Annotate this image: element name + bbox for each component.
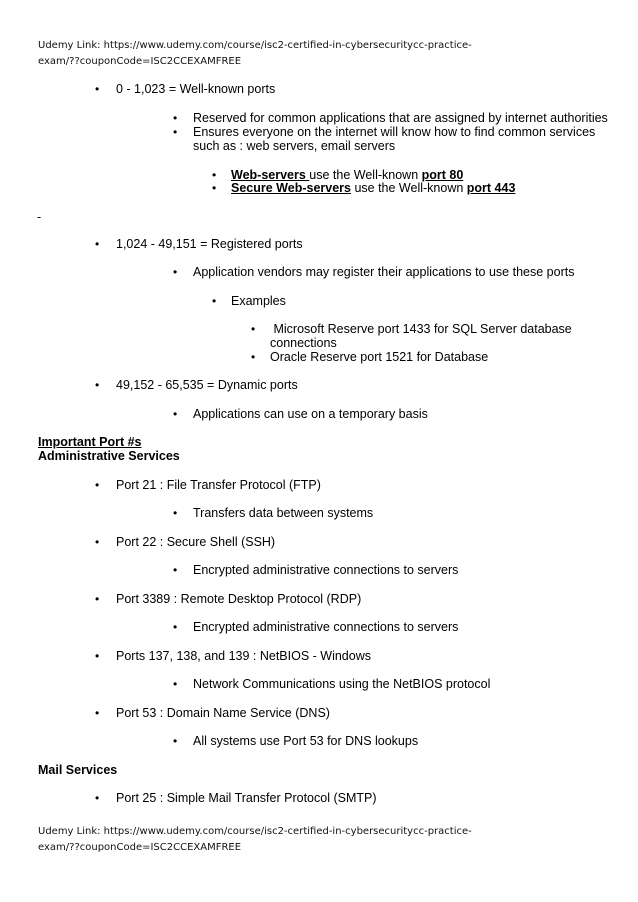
bullet: • <box>173 111 178 125</box>
header-link-line-1: Udemy Link: https://www.udemy.com/course/isc2-certified-in-cybersecuritycc-practice- <box>38 40 472 51</box>
footer-link-line-1: Udemy Link: https://www.udemy.com/course/isc2-certified-in-cybersecuritycc-practice- <box>38 826 472 837</box>
port-53-desc: All systems use Port 53 for DNS lookups <box>193 734 419 748</box>
bullet: • <box>173 563 178 577</box>
secure-web-servers-item <box>231 181 515 195</box>
bullet: • <box>251 322 256 336</box>
mail-services-heading: Mail Services <box>38 763 118 777</box>
netbios-desc: Network Communications using the NetBIOS protocol <box>193 677 491 691</box>
footer-link-line-2: exam/??couponCode=ISC2CCEXAMFREE <box>38 842 242 853</box>
port-25-item: Port 25 : Simple Mail Transfer Protocol (SMTP) <box>116 791 377 805</box>
port-3389-desc: Encrypted administrative connections to servers <box>193 620 459 634</box>
port-22-item: Port 22 : Secure Shell (SSH) <box>116 535 276 549</box>
bullet: • <box>173 265 178 279</box>
microsoft-example-line-1: Microsoft Reserve port 1433 for SQL Server database <box>270 322 572 336</box>
bullet: • <box>173 734 178 748</box>
port-53-item: Port 53 : Domain Name Service (DNS) <box>116 706 330 720</box>
port-443-term: port 443 <box>466 181 516 195</box>
bullet: • <box>95 791 100 805</box>
vendors-text: Application vendors may register their applications to use these ports <box>193 265 575 279</box>
bullet: • <box>95 535 100 549</box>
netbios-item: Ports 137, 138, and 139 : NetBIOS - Windows <box>116 649 371 663</box>
well-known-ports-item: 0 - 1,023 = Well-known ports <box>116 82 276 96</box>
port-21-item: Port 21 : File Transfer Protocol (FTP) <box>116 478 321 492</box>
microsoft-example-line-2: connections <box>270 336 337 350</box>
port-22-desc: Encrypted administrative connections to servers <box>193 563 459 577</box>
bullet: • <box>95 649 100 663</box>
bullet: • <box>95 237 100 251</box>
bullet: • <box>212 294 217 308</box>
dynamic-ports-item: 49,152 - 65,535 = Dynamic ports <box>116 378 298 392</box>
bullet: • <box>173 620 178 634</box>
bullet: • <box>95 706 100 720</box>
temporary-basis-text: Applications can use on a temporary basis <box>193 407 428 421</box>
ensures-text-line-2: such as : web servers, email servers <box>193 139 396 153</box>
web-servers-desc: use the Well-known <box>309 168 422 182</box>
header-link-line-2: exam/??couponCode=ISC2CCEXAMFREE <box>38 56 242 67</box>
ensures-text-line-1: Ensures everyone on the internet will know how to find common services <box>193 125 596 139</box>
bullet: • <box>212 181 217 195</box>
port-80-term: port 80 <box>421 168 464 182</box>
registered-ports-item: 1,024 - 49,151 = Registered ports <box>116 237 303 251</box>
secure-web-servers-desc: use the Well-known <box>350 181 467 195</box>
bullet: • <box>173 677 178 691</box>
bullet: • <box>212 168 217 182</box>
examples-text: Examples <box>231 294 286 308</box>
web-servers-item <box>231 168 463 182</box>
bullet: • <box>95 478 100 492</box>
important-ports-heading: Important Port #s <box>38 435 142 449</box>
web-servers-term: Web-servers <box>231 168 310 182</box>
secure-web-servers-term: Secure Web-servers <box>231 181 351 195</box>
bullet: • <box>95 592 100 606</box>
administrative-services-heading: Administrative Services <box>38 449 180 463</box>
port-3389-item: Port 3389 : Remote Desktop Protocol (RDP) <box>116 592 362 606</box>
bullet: • <box>251 350 256 364</box>
bullet: • <box>95 82 100 96</box>
bullet: • <box>173 407 178 421</box>
bullet: • <box>95 378 100 392</box>
separator-dash: - <box>37 210 42 224</box>
oracle-example: Oracle Reserve port 1521 for Database <box>270 350 489 364</box>
bullet: • <box>173 506 178 520</box>
bullet: • <box>173 125 178 139</box>
reserved-text: Reserved for common applications that are assigned by internet authorities <box>193 111 608 125</box>
port-21-desc: Transfers data between systems <box>193 506 374 520</box>
